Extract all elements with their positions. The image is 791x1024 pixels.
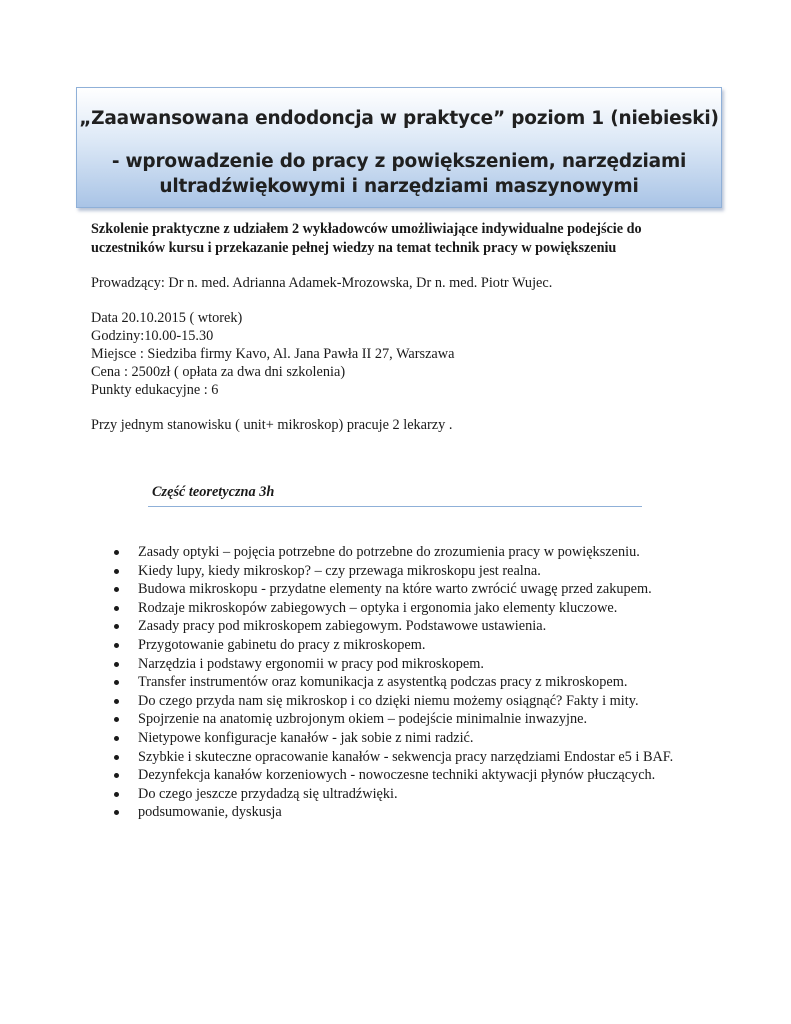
list-item-text: Zasady optyki – pojęcia potrzebne do potrzebne do zrozumienia pracy w powiększeniu. [138,544,640,560]
list-item-text: Zasady pracy pod mikroskopem zabiegowym. Podstawowe ustawienia. [138,618,547,635]
list-item [110,729,730,748]
list-item-text: Dezynfekcja kanałów korzeniowych - nowoczesne techniki aktywacji płynów płuczących. [138,767,656,784]
list-item [110,599,730,618]
list-item-text: podsumowanie, dyskusja [138,804,282,821]
list-item [110,636,730,655]
list-item [110,655,730,674]
list-item-text: Nietypowe konfiguracje kanałów - jak sobie z nimi radzić. [138,729,474,746]
bullet-icon [114,624,119,629]
station-note [91,416,731,434]
bullet-icon [114,569,119,574]
list-item [110,543,730,562]
instructors-text: Prowadzący: Dr n. med. Adrianna Adamek-Mrozowska, Dr n. med. Piotr Wujec. [91,275,553,291]
list-item [110,748,730,767]
list-item [110,617,730,636]
list-item [110,673,730,692]
list-item-text: Przygotowanie gabinetu do pracy z mikroskopem. [138,636,426,653]
bullet-icon [114,717,119,722]
bullet-icon [114,755,119,760]
intro-paragraph: Szkolenie praktyczne z udziałem 2 wykładowców umożliwiające indywidualne podejście do uczestników kursu i przekazanie pełnej wiedzy na temat technik pracy w powiększeniu [91,221,642,256]
section-divider [148,506,642,507]
station-note-text: Przy jednym stanowisku ( unit+ mikroskop) pracuje 2 lekarzy . [91,417,453,433]
course-details [91,309,731,399]
list-item [110,785,730,804]
price-line: Cena : 2500zł ( opłata za dwa dni szkolenia) [91,364,346,380]
list-item-text: Do czego jeszcze przydadzą się ultradźwięki. [138,785,398,802]
list-item [110,562,730,581]
bullet-icon [114,606,119,611]
bullet-icon [114,662,119,667]
course-subtitle: - wprowadzenie do pracy z powiększeniem, narzędziami ultradźwiękowymi i narzędziami maszynowymi [111,151,687,197]
list-item [110,692,730,711]
course-title: „Zaawansowana endodoncja w praktyce” poziom 1 (niebieski) [79,108,719,129]
date-line: Data 20.10.2015 ( wtorek) [91,310,243,326]
bullet-icon [114,773,119,778]
list-item-text: Spojrzenie na anatomię uzbrojonym okiem – podejście minimalnie inwazyjne. [138,711,588,728]
bullet-icon [114,699,119,704]
bullet-icon [114,736,119,741]
instructors-line [91,274,731,292]
list-item-text: Transfer instrumentów oraz komunikacja z asystentką podczas pracy z mikroskopem. [138,674,628,691]
topics-list [110,543,730,822]
title-banner [76,87,722,208]
list-item [110,803,730,822]
list-item-text: Budowa mikroskopu - przydatne elementy na które warto zwrócić uwagę przed zakupem. [138,581,652,598]
bullet-icon [114,643,119,648]
list-item [110,766,730,785]
bullet-icon [114,550,119,555]
list-item [110,710,730,729]
bullet-icon [114,587,119,592]
bullet-icon [114,810,119,815]
bullet-icon [114,680,119,685]
list-item-text: Rodzaje mikroskopów zabiegowych – optyka i ergonomia jako elementy kluczowe. [138,599,618,616]
list-item-text: Kiedy lupy, kiedy mikroskop? – czy przewaga mikroskopu jest realna. [138,562,541,579]
list-item-text: Do czego przyda nam się mikroskop i co dzięki niemu możemy osiągnąć? Fakty i mity. [138,692,639,709]
points-line: Punkty edukacyjne : 6 [91,382,219,398]
place-line: Miejsce : Siedziba firmy Kavo, Al. Jana Pawła II 27, Warszawa [91,346,455,362]
list-item-text: Szybkie i skuteczne opracowanie kanałów - sekwencja pracy narzędziami Endostar e5 i BAF. [138,748,674,765]
hours-line: Godziny:10.00-15.30 [91,328,214,344]
list-item [110,580,730,599]
section-title: Część teoretyczna 3h [152,484,275,500]
bullet-icon [114,792,119,797]
list-item-text: Narzędzia i podstawy ergonomii w pracy pod mikroskopem. [138,655,484,672]
